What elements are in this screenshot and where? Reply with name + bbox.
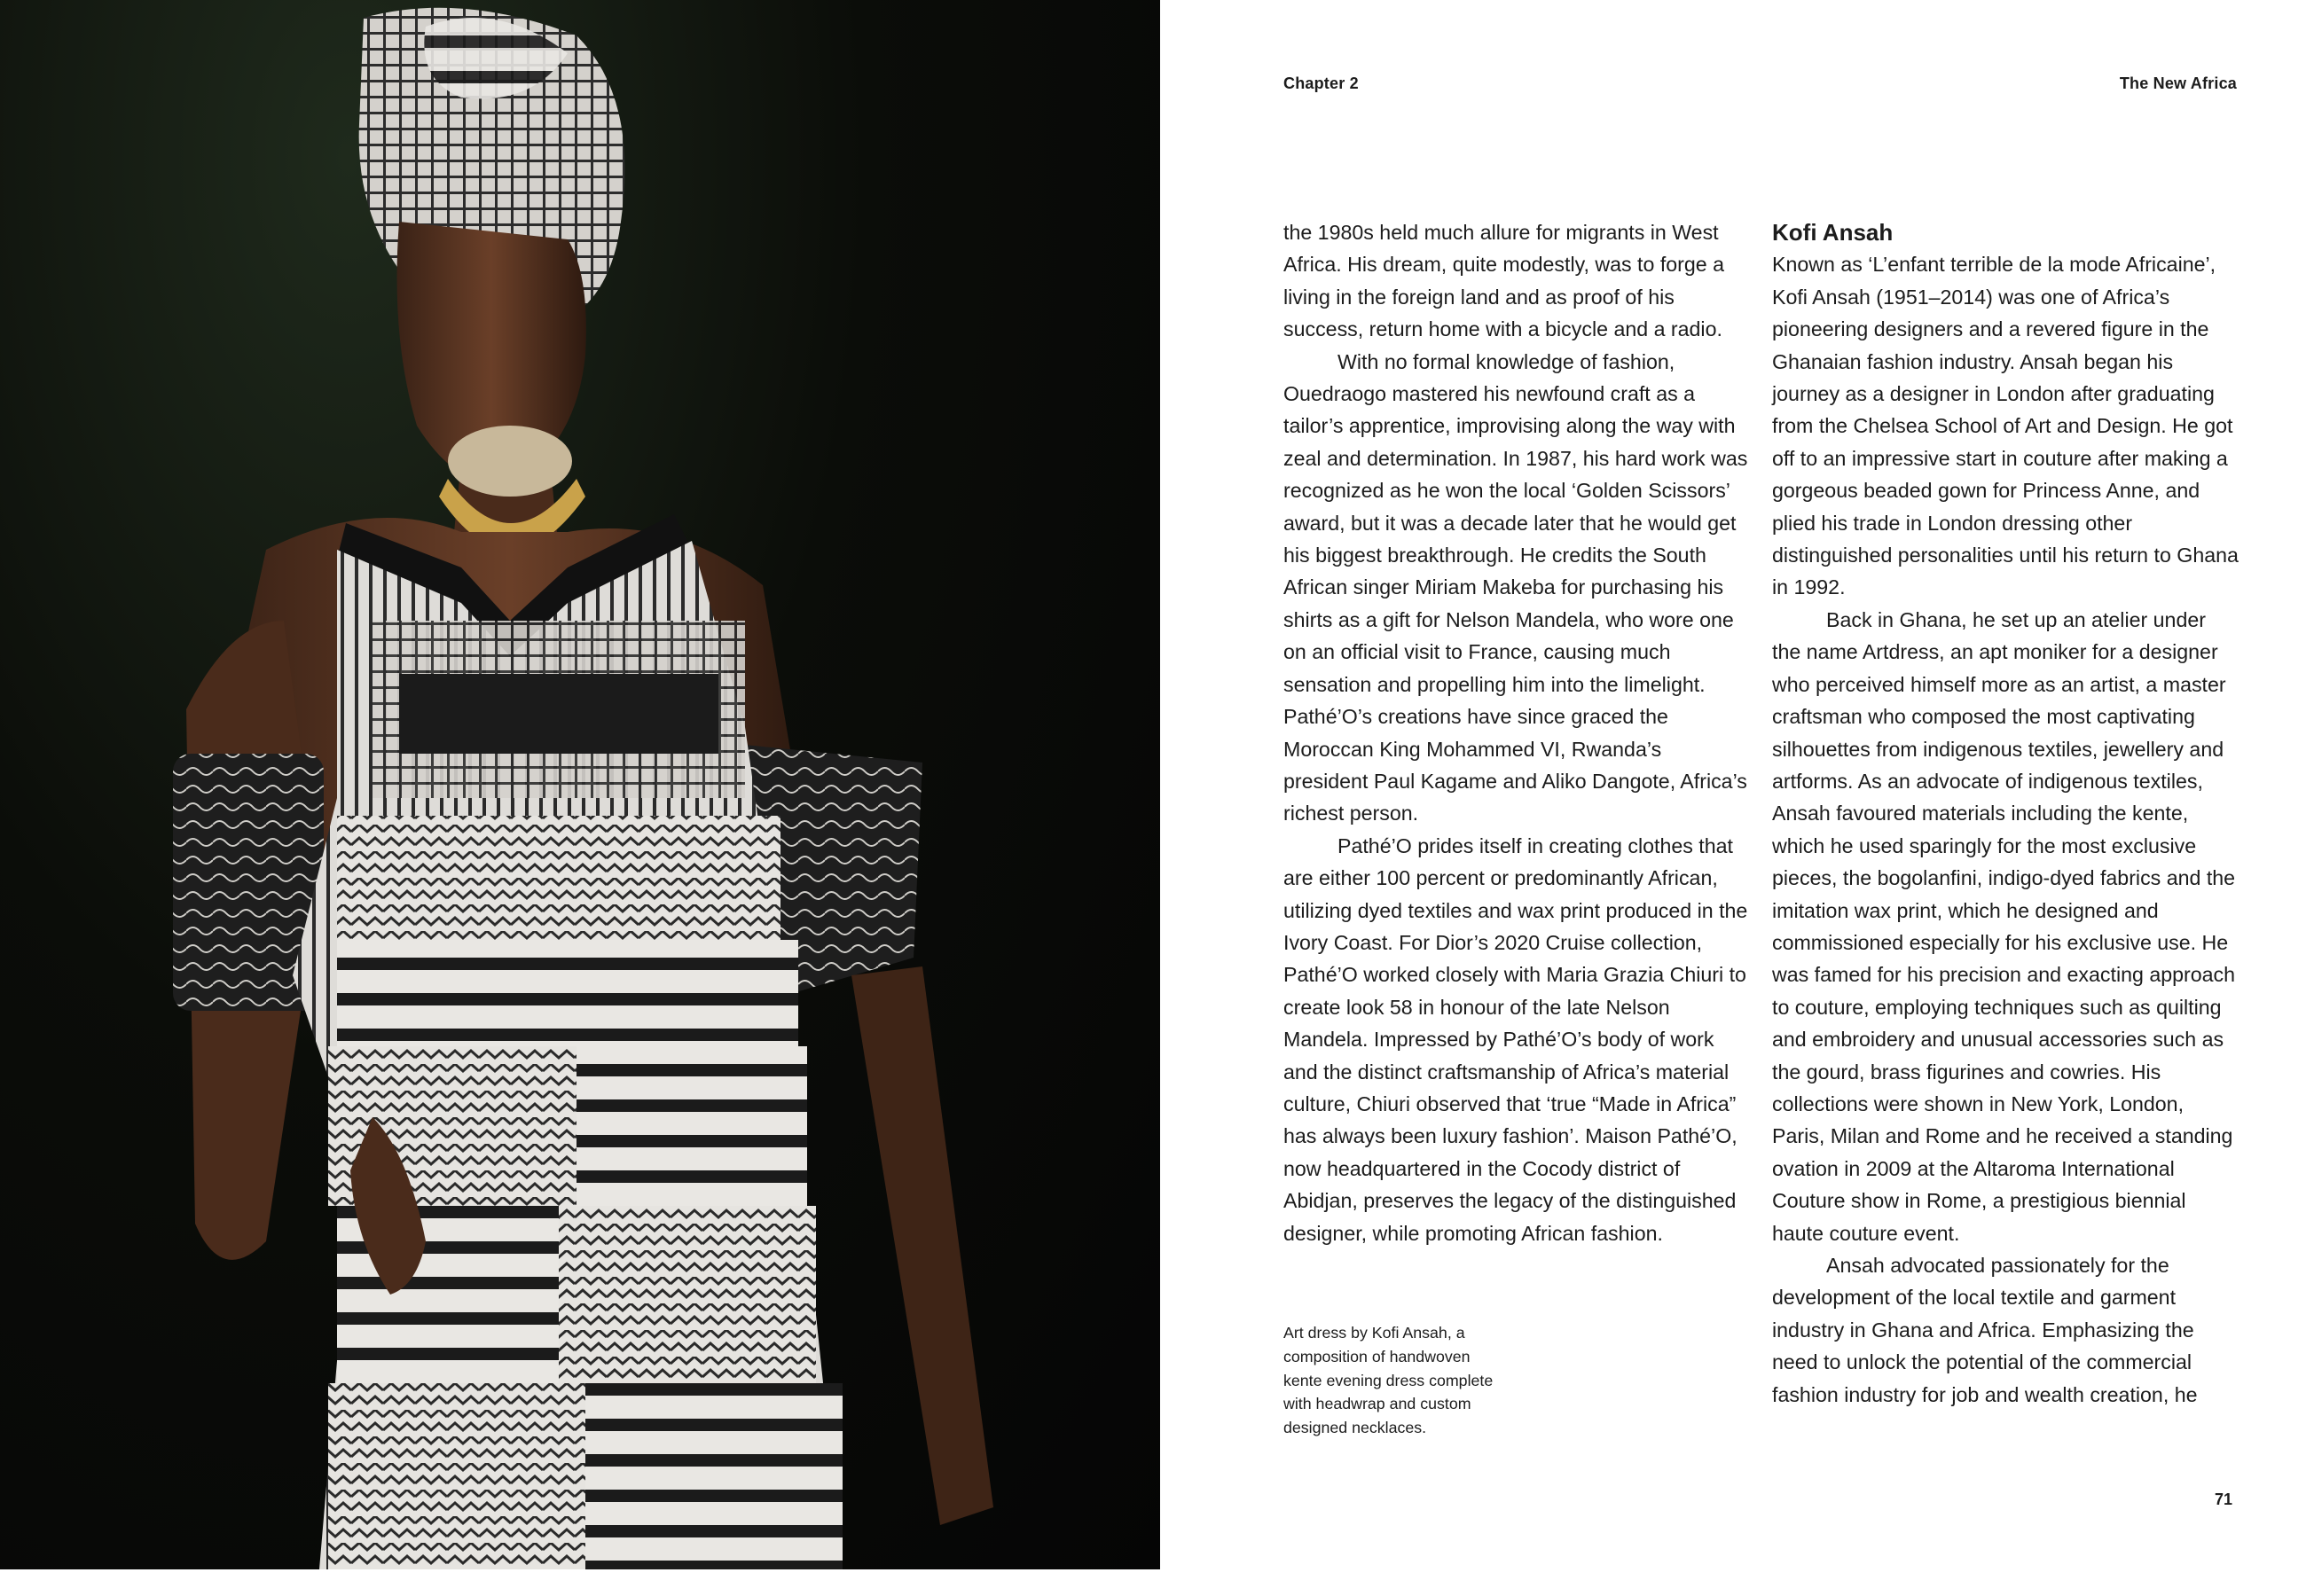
paragraph: Known as ‘L’enfant terrible de la mode Africaine’, Kofi Ansah (1951–2014) was one of Africa’s pioneering designers and a revered figure in the Ghanaian fashion industry. Ansah began his journey as a designer in London after graduating from the Chelsea School of Art and Design. He got off to an impressive start in couture after making a gorgeous beaded gown for Princess Anne, and plied his trade in London dressing other distinguished personalities until his return to Ghana in 1992.: [1772, 253, 2239, 599]
paragraph: Pathé’O prides itself in creating clothes that are either 100 percent or predominantly African, utilizing dyed textiles and wax print produced in the Ivory Coast. For Dior’s 2020 Cruise collection, Pathé’O worked closely with Maria Grazia Chiuri to create look 58 in honour of the late Nelson Mandela. Impressed by Pathé’O’s body of work and the distinct craftsmanship of Africa’s material culture, Chiuri observed that ‘true “Made in Africa” has always been luxury fashion’. Maison Pathé’O, now headquartered in the Cocody district of Abidjan, preserves the legacy of the distinguished designer, while promoting African fashion.: [1283, 833, 1748, 1245]
section-heading: Kofi Ansah: [1772, 219, 1894, 246]
paragraph: Back in Ghana, he set up an atelier under the name Artdress, an apt moniker for a designer who perceived himself more as an artist, a master craftsman who composed the most captivating silhouettes from indigenous textiles, jewellery and artforms. As an advocate of indigenous textiles, Ansah favoured materials including the kente, which he used sparingly for the most exclusive pieces, the bogolanfini, indigo-dyed fabrics and the imitation wax print, which he designed and commissioned especially for his exclusive use. He was famed for his precision and exacting approach to couture, employing techniques such as quilting and embroidery and unusual accessories such as the gourd, brass figurines and cowries. His collections were shown in New York, London, Paris, Milan and Rome and he received a standing ovation in 2009 at the Altaroma International Couture show in Rome, a prestigious biennial haute couture event.: [1772, 607, 2236, 1245]
paragraph: Ansah advocated passionately for the development of the local textile and garment industry in Ghana and Africa. Emphasizing the need to unlock the potential of the commercial fashion industry for job and wealth creation, he: [1772, 1254, 2198, 1406]
text-column-2: [1772, 216, 2239, 1411]
page-number: 71: [2214, 1490, 2232, 1508]
paragraph: the 1980s held much allure for migrants in West Africa. His dream, quite modestly, was to forge a living in the foreign land and as proof of his success, return home with a bicycle and a radio.: [1283, 221, 1725, 341]
text-column-1: [1283, 216, 1750, 1249]
fashion-photo: [0, 0, 1160, 1569]
running-head-chapter: Chapter 2: [1283, 74, 1359, 92]
model-illustration: [0, 0, 1160, 1569]
photo-caption: Art dress by Kofi Ansah, a composition of handwoven kente evening dress complete with headwrap and custom designed necklaces.: [1283, 1324, 1494, 1437]
running-head-section: The New Africa: [2119, 74, 2237, 92]
paragraph: With no formal knowledge of fashion, Ouedraogo mastered his newfound craft as a tailor’s apprentice, improvising along the way with zeal and determination. In 1987, his hard work was recognized as he won the local ‘Golden Scissors’ award, but it was a decade later that he would get his biggest breakthrough. He credits the South African singer Miriam Makeba for purchasing his shirts as a gift for Nelson Mandela, who wore one on an official visit to France, causing much sensation and propelling him into the limelight. Pathé’O’s creations have since graced the Moroccan King Mohammed VI, Rwanda’s president Paul Kagame and Aliko Dangote, Africa’s richest person.: [1283, 349, 1748, 825]
